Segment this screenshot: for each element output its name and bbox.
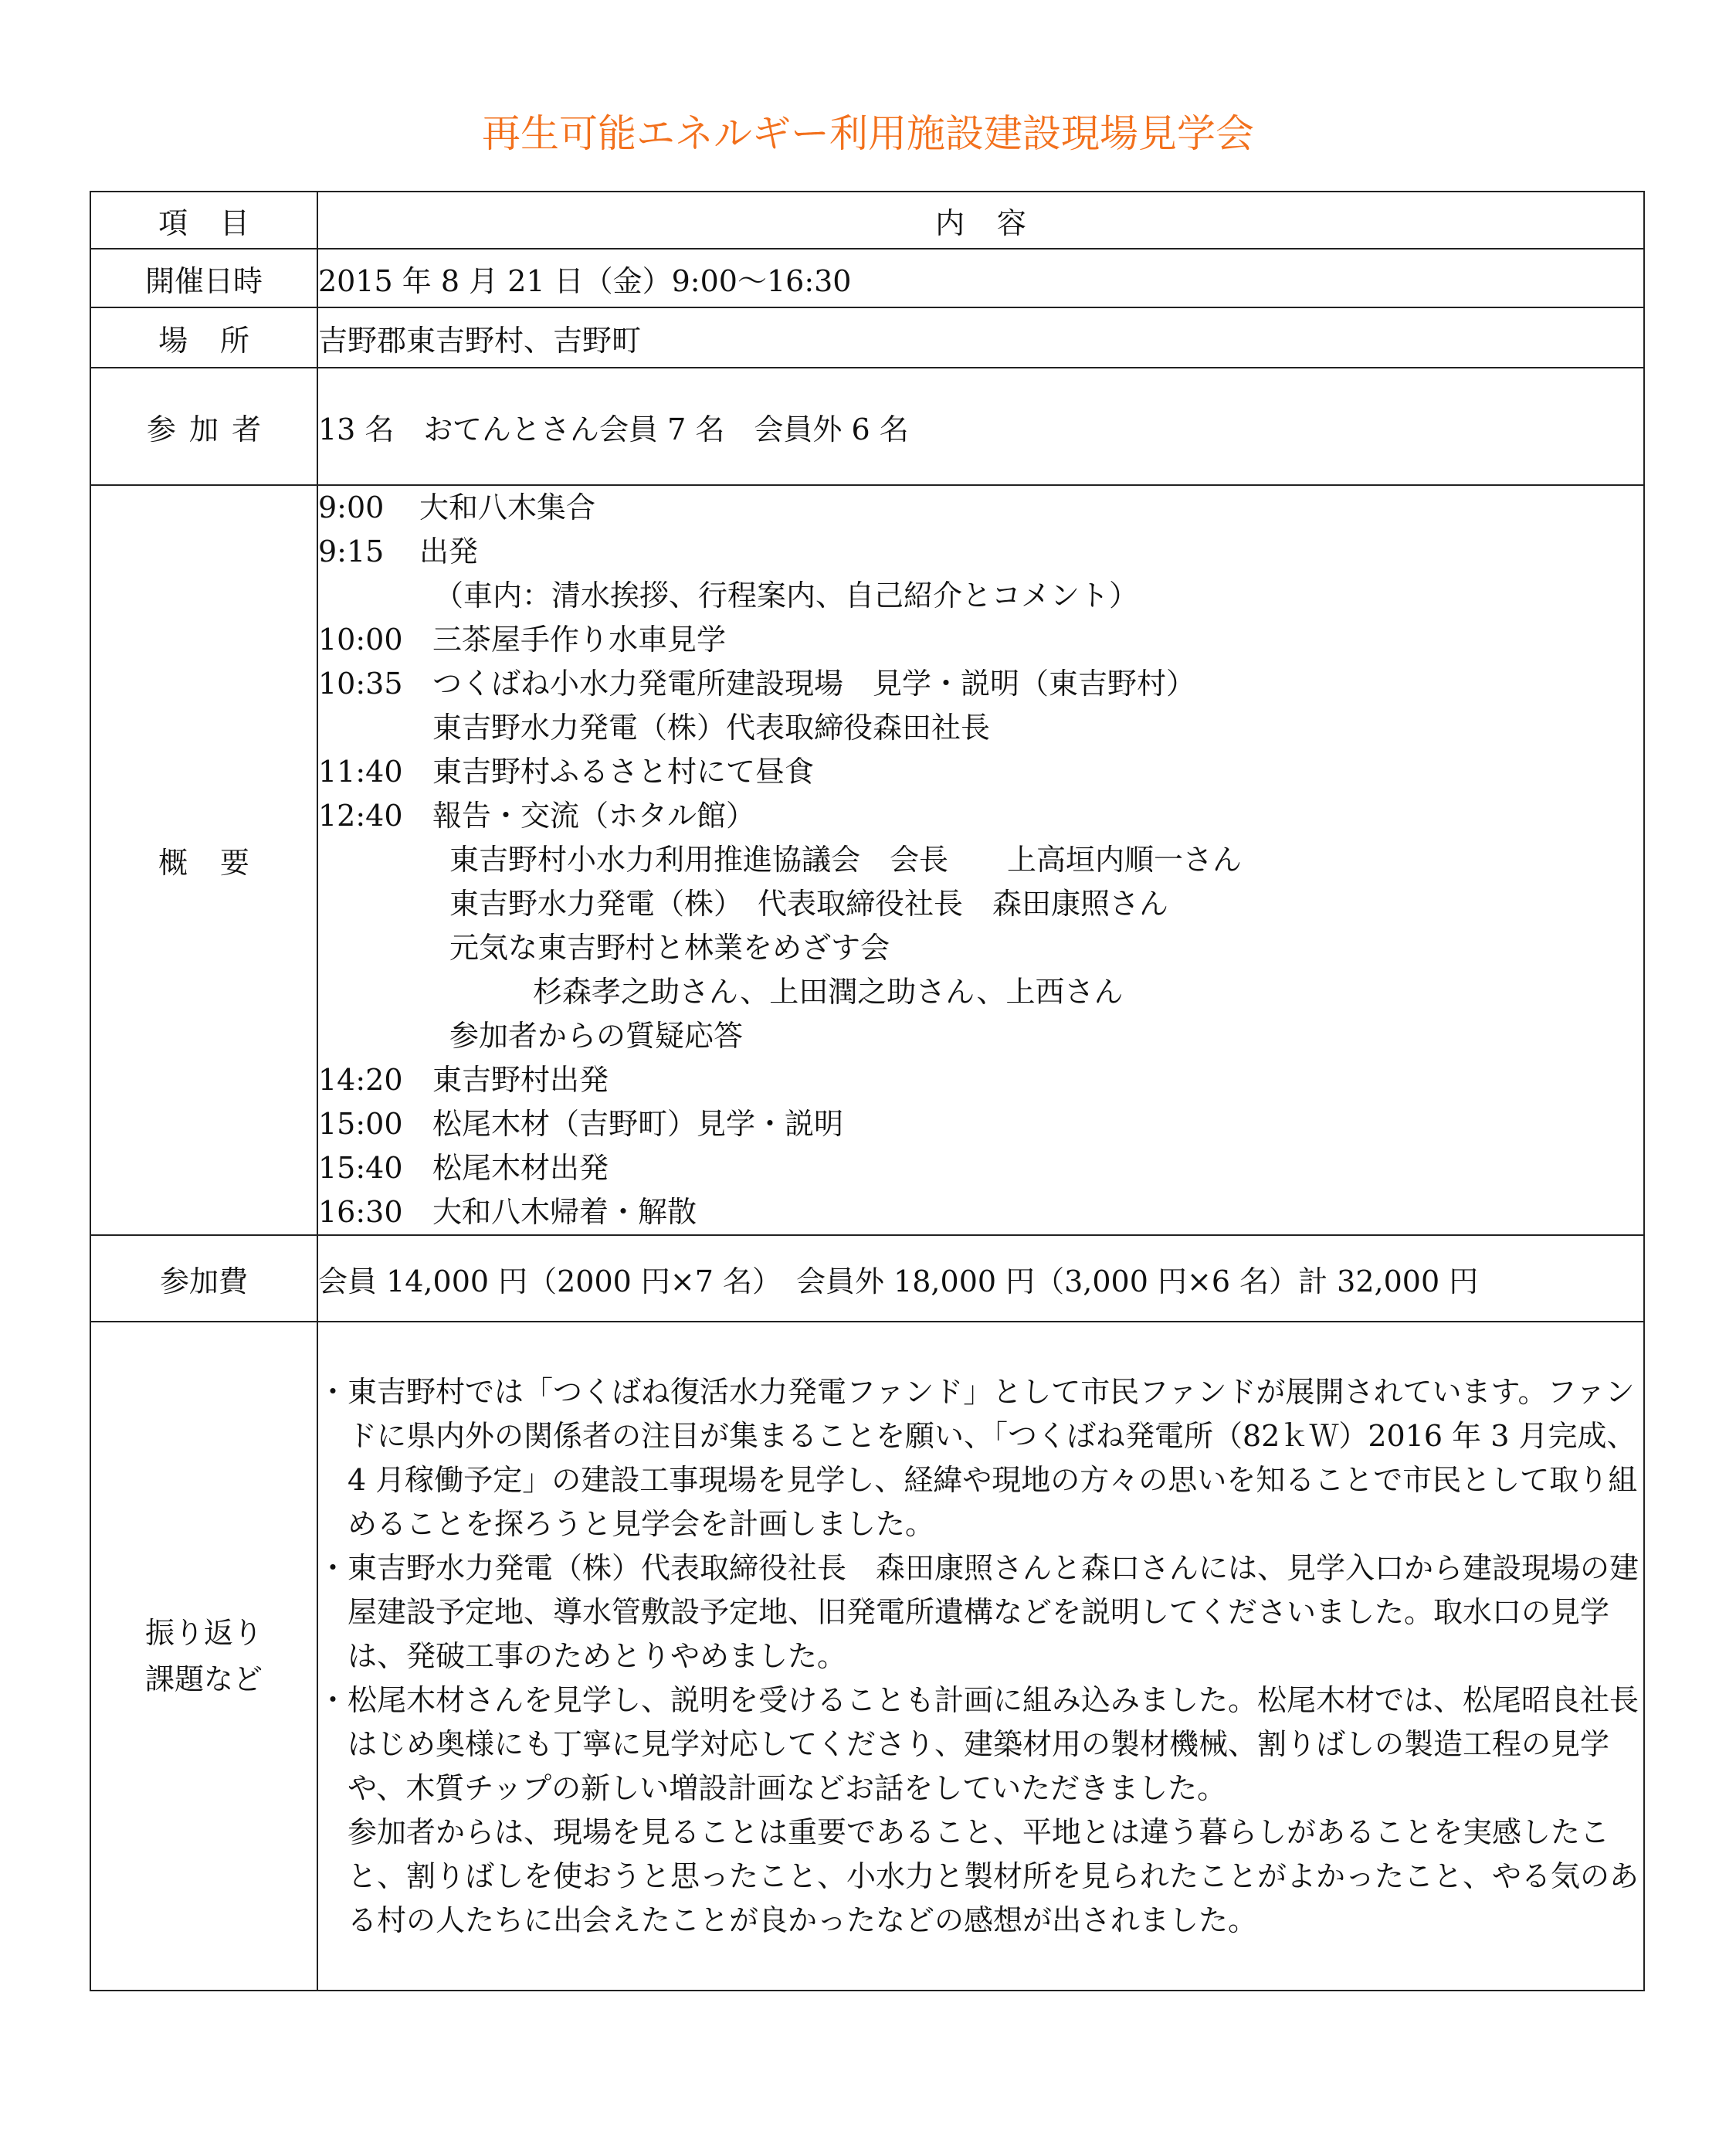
- schedule-text: 参加者からの質疑応答: [449, 1019, 744, 1053]
- schedule-item: [318, 574, 1643, 618]
- review-label-cell: [90, 1322, 317, 1991]
- schedule-item: [318, 662, 1643, 706]
- schedule-time: 9:00: [318, 490, 385, 524]
- date-value: 2015 年 8 月 21 日（金）9:00～16:30: [317, 249, 1644, 307]
- schedule-item: [318, 970, 1643, 1014]
- header-content-cell: [317, 192, 1644, 249]
- date-label: 開催日時: [90, 249, 317, 307]
- schedule-item: [318, 838, 1643, 882]
- schedule-text: 東吉野村ふるさと村にて昼食: [432, 755, 815, 789]
- header-content-label: 内容: [935, 205, 1059, 240]
- schedule-item: [318, 1146, 1643, 1190]
- schedule-time: 9:15: [318, 535, 385, 569]
- schedule-item: [318, 530, 1643, 574]
- header-item-label: 項目: [158, 205, 282, 240]
- schedule-text: 東吉野村小水力利用推進協議会 会長 上高垣内順一さん: [449, 843, 1243, 877]
- overview-label-cell: [90, 485, 317, 1235]
- page-title: 再生可能エネルギー利用施設建設現場見学会: [482, 111, 1254, 156]
- place-value: 吉野郡東吉野村、吉野町: [317, 307, 1644, 368]
- participants-label-cell: [90, 368, 317, 485]
- fee-row: [90, 1235, 1644, 1322]
- review-paragraph-4: 参加者からは、現場を見ることは重要であること、平地とは違う暮らしがあることを実感したこと、割りばしを使おうと思ったこと、小水力と製材所を見られたことがよかったこと、やる気のある村の人たちに出会えたことが良かったなどの感想が出されました。: [348, 1814, 1639, 1937]
- schedule-item: [318, 486, 1643, 530]
- fee-value: 会員 14,000 円（2000 円×7 名） 会員外 18,000 円（3,000 円×6 名）計 32,000 円: [317, 1235, 1644, 1322]
- schedule-time: 10:00: [318, 623, 403, 657]
- schedule-text: 出発: [419, 535, 479, 569]
- schedule-item: [318, 882, 1643, 926]
- schedule-text: 報告・交流（ホタル館）: [432, 799, 756, 833]
- place-row: [90, 307, 1644, 368]
- participants-row: [90, 368, 1644, 485]
- schedule-text: つくばね小水力発電所建設現場 見学・説明（東吉野村）: [432, 667, 1196, 701]
- schedule-text: （車内：清水挨拶、行程案内、自己紹介とコメント）: [434, 579, 1139, 613]
- schedule-text: 元気な東吉野村と林業をめざす会: [449, 931, 890, 965]
- schedule-text: 東吉野水力発電（株）代表取締役森田社長: [432, 711, 991, 745]
- overview-label: 概要: [158, 846, 282, 880]
- participants-label: 参加者: [146, 412, 275, 446]
- schedule-text: 杉森孝之助さん、上田潤之助さん、上西さん: [533, 975, 1124, 1009]
- event-report-table: [90, 191, 1645, 1991]
- schedule-time: 11:40: [318, 755, 403, 789]
- schedule-text: 大和八木帰着・解散: [432, 1195, 697, 1229]
- schedule-item: [318, 1058, 1643, 1102]
- schedule-list: [318, 486, 1643, 1234]
- schedule-item: [318, 794, 1643, 838]
- review-bullet-2: ・東吉野水力発電（株）代表取締役社長 森田康照さんと森口さんには、見学入口から建設現場の建屋建設予定地、導水管敷設予定地、旧発電所遺構などを説明してくださいました。取水口の見学は、発破工事のためとりやめました。: [318, 1550, 1639, 1673]
- schedule-text: 東吉野村出発: [432, 1063, 609, 1097]
- header-row: [90, 192, 1644, 249]
- schedule-text: 東吉野水力発電（株） 代表取締役社長 森田康照さん: [449, 887, 1169, 921]
- schedule-item: [318, 706, 1643, 750]
- participants-value: 13 名 おてんとさん会員 7 名 会員外 6 名: [317, 368, 1644, 485]
- review-label-line2: 課題など: [144, 1662, 263, 1696]
- review-bullet-3: ・松尾木材さんを見学し、説明を受けることも計画に組み込みました。松尾木材では、松尾昭良社長はじめ奥様にも丁寧に見学対応してくださり、建築材用の製材機械、割りばしの製造工程の見学や、木質チップの新しい増設計画などお話をしていただきました。: [318, 1682, 1639, 1805]
- schedule-time: 15:00: [318, 1107, 403, 1141]
- schedule-item: [318, 1014, 1643, 1058]
- schedule-time: 15:40: [318, 1151, 403, 1185]
- place-label: 場所: [158, 323, 282, 358]
- schedule-item: [318, 1190, 1643, 1234]
- schedule-time: 12:40: [318, 799, 403, 833]
- overview-row: [90, 485, 1644, 1235]
- fee-label: 参加費: [90, 1235, 317, 1322]
- schedule-text: 三茶屋手作り水車見学: [432, 623, 727, 657]
- schedule-text: 松尾木材（吉野町）見学・説明: [432, 1107, 844, 1141]
- review-content: [317, 1322, 1644, 1991]
- review-bullet-1: ・東吉野村では「つくばね復活水力発電ファンド」として市民ファンドが展開されています。ファンドに県内外の関係者の注目が集まることを願い、「つくばね発電所（82ｋＷ）2016 年 3 月完成、4 月稼働予定」の建設工事現場を見学し、経緯や現地の方々の思いを知ることで市民として取り組めることを探ろうと見学会を計画しました。: [318, 1374, 1638, 1541]
- schedule-text: 松尾木材出発: [432, 1151, 609, 1185]
- schedule-item: [318, 750, 1643, 794]
- review-label-line1: 振り返り: [144, 1616, 263, 1650]
- place-label-cell: [90, 307, 317, 368]
- review-row: [90, 1322, 1644, 1991]
- schedule-time: 14:20: [318, 1063, 403, 1097]
- schedule-text: 大和八木集合: [419, 490, 596, 524]
- schedule-time: 10:35: [318, 667, 403, 701]
- schedule-item: [318, 618, 1643, 662]
- header-item-cell: [90, 192, 317, 249]
- date-row: [90, 249, 1644, 307]
- schedule-cell: [317, 485, 1644, 1235]
- schedule-item: [318, 1102, 1643, 1146]
- schedule-item: [318, 926, 1643, 970]
- schedule-time: 16:30: [318, 1195, 403, 1229]
